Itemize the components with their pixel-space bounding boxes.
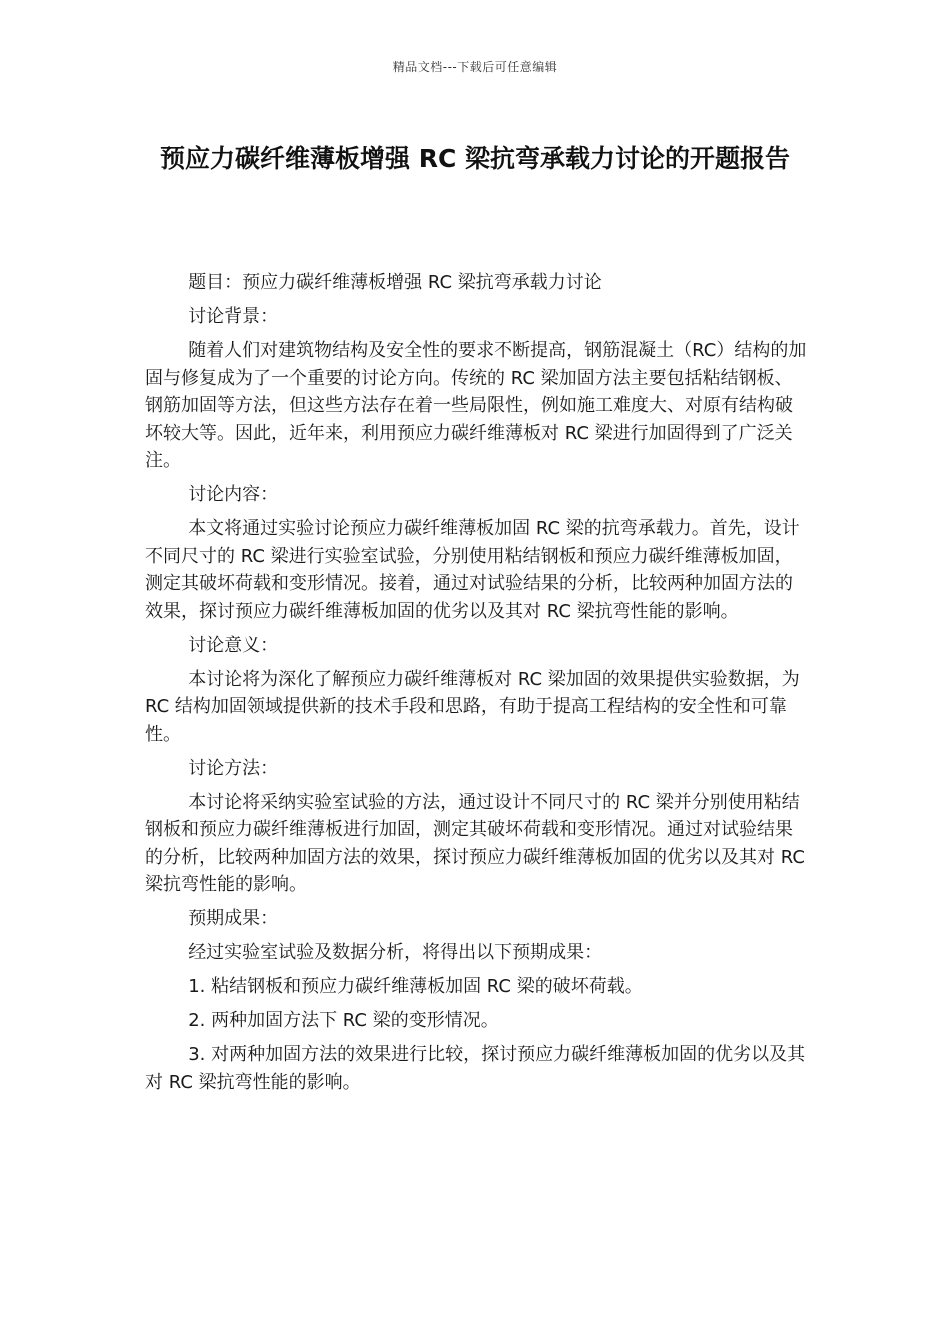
paragraph-expected-intro: 经过实验室试验及数据分析，将得出以下预期成果：	[188, 942, 603, 963]
paragraph-significance: 本讨论将为深化了解预应力碳纤维薄板对 RC 梁加固的效果提供实验数据，为 RC 结构加固领域提供新的技术手段和思路，有助于提高工程结构的安全性和可靠性。	[145, 668, 800, 745]
paragraph-method: 本讨论将采纳实验室试验的方法，通过设计不同尺寸的 RC 梁并分别使用粘结钢板和预应力碳纤维薄板进行加固，测定其破坏荷载和变形情况。通过对试验结果的分析，比较两种加固方法的效果，探讨预应力碳纤维薄板加固的优劣以及其对 RC 梁抗弯性能的影响。	[145, 791, 805, 895]
document-title: 预应力碳纤维薄板增强 RC 梁抗弯承载力讨论的开题报告	[159, 144, 790, 173]
heading-content: 讨论内容：	[188, 484, 279, 505]
list-item-result-2: 2. 两种加固方法下 RC 梁的变形情况。	[188, 1010, 499, 1031]
paragraph-background: 随着人们对建筑物结构及安全性的要求不断提高，钢筋混凝土（RC）结构的加固与修复成为了一个重要的讨论方向。传统的 RC 梁加固方法主要包括粘结钢板、钢筋加固等方法，但这些方法存在着一些局限性，例如施工难度大、对原有结构破坏较大等。因此，近年来，利用预应力碳纤维薄板对 RC 梁进行加固得到了广泛关注。	[145, 340, 807, 471]
document-body	[145, 269, 810, 1103]
heading-expected-results: 预期成果：	[188, 908, 279, 929]
paragraph-content: 本文将通过实验讨论预应力碳纤维薄板加固 RC 梁的抗弯承载力。首先，设计不同尺寸的 RC 梁进行实验室试验，分别使用粘结钢板和预应力碳纤维薄板加固，测定其破坏荷载和变形情况。接着，通过对试验结果的分析，比较两种加固方法的效果，探讨预应力碳纤维薄板加固的优劣以及其对 RC 梁抗弯性能的影响。	[145, 518, 800, 622]
header-note: 精品文档---下载后可任意编辑	[392, 60, 558, 74]
paragraph-topic: 题目：预应力碳纤维薄板增强 RC 梁抗弯承载力讨论	[188, 272, 602, 293]
heading-background: 讨论背景：	[188, 306, 279, 327]
heading-significance: 讨论意义：	[188, 634, 279, 656]
list-item-result-3: 3. 对两种加固方法的效果进行比较，探讨预应力碳纤维薄板加固的优劣以及其对 RC 梁抗弯性能的影响。	[145, 1044, 806, 1093]
heading-method: 讨论方法：	[188, 757, 279, 779]
list-item-result-1: 1. 粘结钢板和预应力碳纤维薄板加固 RC 梁的破坏荷载。	[188, 976, 643, 997]
